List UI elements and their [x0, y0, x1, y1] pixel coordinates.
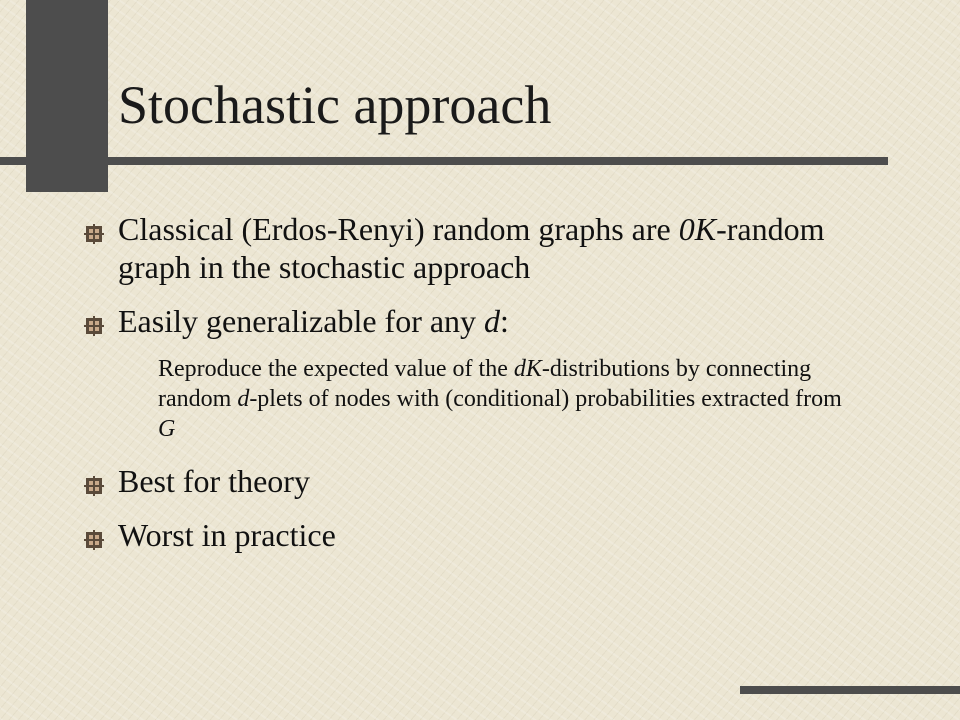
bullet-text: Easily generalizable for any d:: [118, 303, 509, 339]
bullet-list: [84, 210, 884, 554]
bullet-text: Classical (Erdos-Renyi) random graphs are 0K-random graph in the stochastic approach: [118, 211, 825, 285]
hash-square-bullet-icon: [84, 224, 104, 244]
bullet-item-theory: [84, 462, 884, 500]
bullet-item-generalizable: [84, 302, 884, 444]
accent-corner-line: [740, 686, 960, 694]
bullet-item-classical: [84, 210, 884, 286]
sub-bullet-text: Reproduce the expected value of the dK-distributions by connecting random d-plets of nodes with (conditional) probabilities extracted from G: [158, 356, 842, 442]
bullet-text: Worst in practice: [118, 517, 336, 553]
bullet-item-practice: [84, 516, 884, 554]
hash-square-bullet-icon: [84, 530, 104, 550]
accent-horizontal-line: [0, 157, 888, 165]
slide-title: Stochastic approach: [118, 75, 552, 135]
hash-square-bullet-icon: [84, 316, 104, 336]
hash-square-bullet-icon: [84, 476, 104, 496]
bullet-text: Best for theory: [118, 463, 310, 499]
